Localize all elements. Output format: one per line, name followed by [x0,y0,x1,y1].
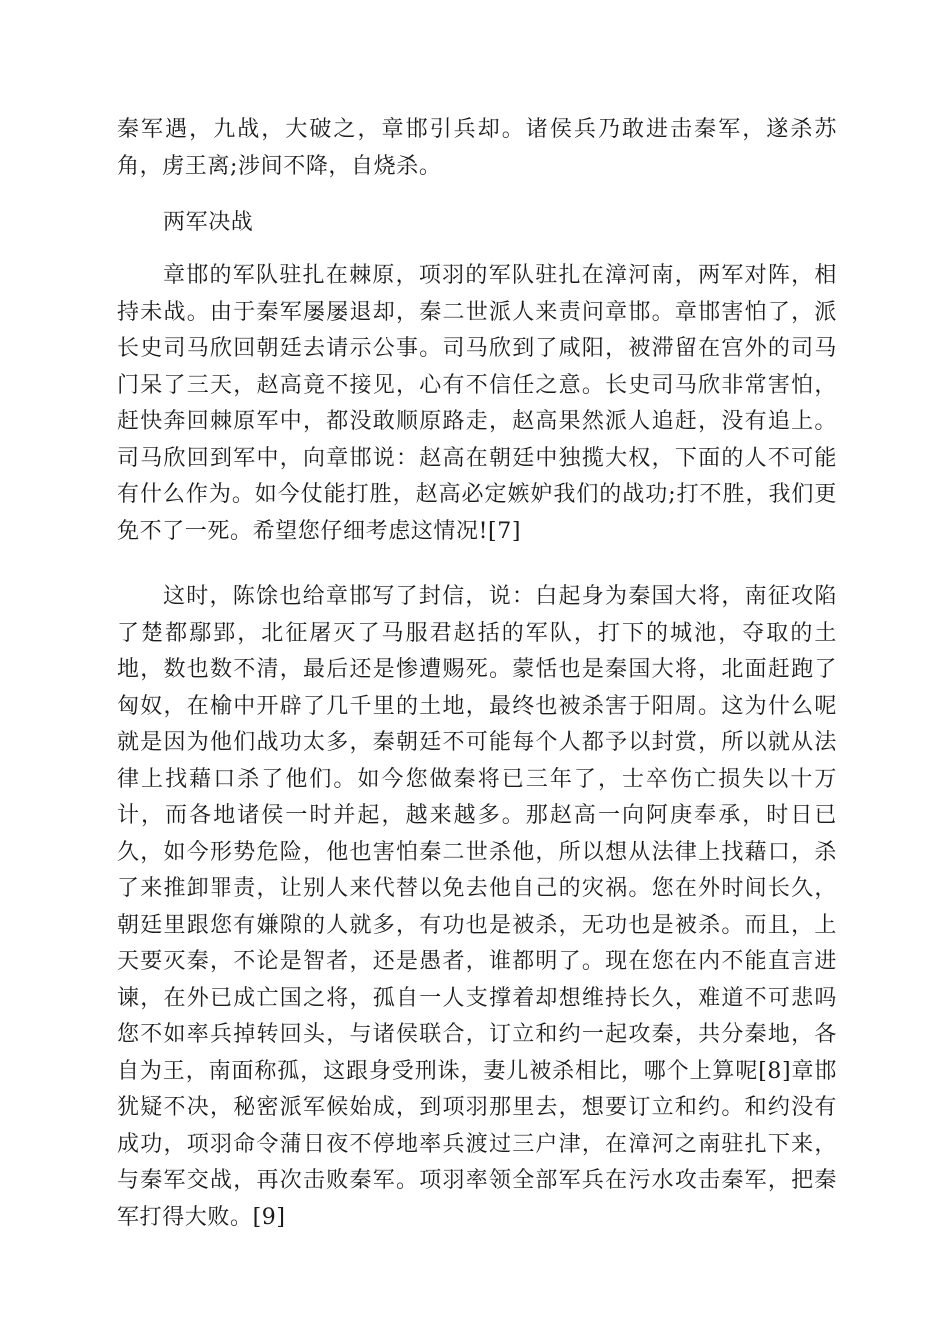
paragraph-text: 章邯犹疑不决，秘密派军候始成，到项羽那里去，想要订立和约。和约没有成功，项羽命令蒲日夜不停地率兵渡过三户津，在漳河之南驻扎下来，与秦军交战，再次击败秦军。项羽率领全部军兵在污水攻击秦军，把秦军打得大败。 [117,1058,837,1230]
paragraph-text: 秦军遇，九战，大破之，章邯引兵却。诸侯兵乃敢进击秦军，遂杀苏角，虏王离;涉间不降，自烧杀。 [117,117,837,179]
footnote-ref-9[interactable]: [9] [252,1204,286,1230]
footnote-ref-7[interactable]: [7] [488,518,522,544]
paragraph-text: 章邯的军队驻扎在棘原，项羽的军队驻扎在漳河南，两军对阵，相持未战。由于秦军屡屡退却，秦二世派人来责问章邯。章邯害怕了，派长史司马欣回朝廷去请示公事。司马欣到了咸阳，被滞留在宫外的司马门呆了三天，赵高竟不接见，心有不信任之意。长史司马欣非常害怕，赶快奔回棘原军中，都没敢顺原路走，赵高果然派人追赶，没有追上。司马欣回到军中，向章邯说：赵高在朝廷中独揽大权，下面的人不可能有什么作为。如今仗能打胜，赵高必定嫉妒我们的战功;打不胜，我们更免不了一死。希望您仔细考虑这情况! [117,263,837,544]
paragraph-intro [117,112,837,185]
paragraph-standoff [117,258,837,550]
paragraph-chen-yu-letter [117,579,837,1236]
paragraph-text: 这时，陈馀也给章邯写了封信，说：白起身为秦国大将，南征攻陷了楚都鄢郢，北征屠灭了马服君赵括的军队，打下的城池，夺取的土地，数也数不清，最后还是惨遭赐死。蒙恬也是秦国大将，北面赶跑了匈奴，在榆中开辟了几千里的土地，最终也被杀害于阳周。这为什么呢就是因为他们战功太多，秦朝廷不可能每个人都予以封赏，所以就从法律上找藉口杀了他们。如今您做秦将已三年了，士卒伤亡损失以十万计，而各地诸侯一时并起，越来越多。那赵高一向阿庚奉承，时日已久，如今形势危险，他也害怕秦二世杀他，所以想从法律上找藉口，杀了来推卸罪责，让别人来代替以免去他自己的灾祸。您在外时间长久，朝廷里跟您有嫌隙的人就多，有功也是被杀，无功也是被杀。而且，上天要灭秦，不论是智者，还是愚者，谁都明了。现在您在内不能直言进谏，在外已成亡国之将，孤自一人支撑着却想维持长久，难道不可悲吗您不如率兵掉转回头，与诸侯联合，订立和约一起攻秦，共分秦地，各自为王，南面称孤，这跟身受刑诛，妻儿被杀相比，哪个上算呢 [117,584,837,1084]
footnote-ref-8[interactable]: [8] [758,1058,792,1084]
section-heading-text: 两军决战 [163,210,254,235]
section-heading [163,205,883,242]
